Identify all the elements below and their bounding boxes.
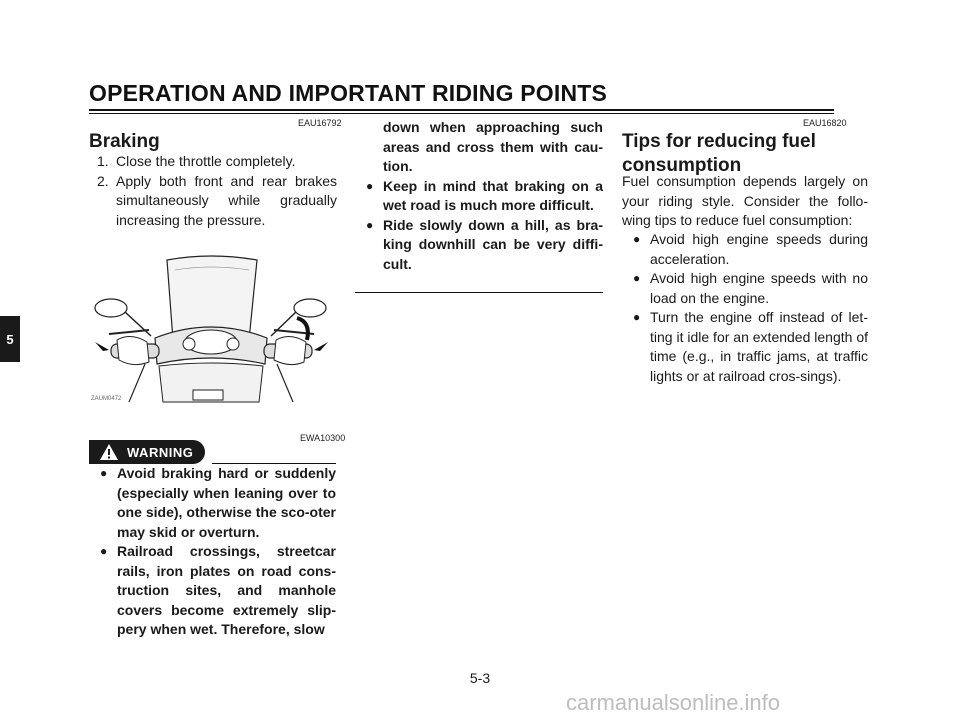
fuel-tip: [633, 308, 868, 386]
warning-label: WARNING: [127, 444, 194, 460]
bullet-text: Keep in mind that braking on a wet road is much more difficult.: [383, 177, 603, 213]
bullet-text: Ride slowly down a hill, as bra-king downhill can be very diffi-cult.: [383, 216, 603, 272]
bullet-text: Railroad crossings, streetcar rails, iron plates on road cons-truction sites, and manhole covers become extremely slip-pery when wet. Therefore, slow: [117, 543, 336, 637]
braking-steps: [97, 152, 337, 230]
fuel-intro: Fuel consumption depends largely on your riding style. Consider the follo-wing tips to reduce fuel consumption:: [622, 173, 868, 228]
warning-bullet: [355, 177, 603, 216]
bullet-icon: ●: [633, 232, 641, 246]
header-rule-thin: [89, 113, 834, 114]
step-number: 2.: [97, 172, 109, 189]
warning-triangle-icon: [99, 443, 119, 461]
fuel-heading-line-1: Tips for reducing fuel: [622, 131, 816, 152]
bullet-text: Avoid braking hard or suddenly (especially when leaning over to one side), otherwise the sco-oter may skid or overturn.: [117, 465, 336, 540]
braking-step-1: [97, 152, 337, 172]
warning-bullets: [100, 464, 336, 640]
bullet-icon: ●: [366, 178, 374, 193]
warning-code: EWA10300: [300, 433, 346, 443]
watermark: carmanualsonline.info: [566, 690, 781, 715]
step-text: Close the throttle completely.: [116, 153, 296, 169]
warning-bullet: [100, 464, 336, 542]
step-text: Apply both front and rear brakes simultaneously while gradually increasing the pressure.: [116, 172, 337, 228]
fuel-heading: [622, 130, 862, 178]
bullet-icon: ●: [633, 271, 641, 285]
continuation-text: down when approaching such areas and cross them with cau-tion.: [383, 119, 603, 174]
bullet-icon: ●: [100, 544, 108, 558]
step-number: 1.: [97, 153, 109, 169]
warning-continuation: [355, 118, 603, 274]
bullet-icon: ●: [633, 310, 641, 324]
bullet-text: Turn the engine off instead of let-ting it idle for an extended length of time (e.g., in traffic jams, at traffic lights or at railroad cros-sings).: [650, 309, 868, 384]
fuel-tip: [633, 230, 868, 269]
header-rule: [89, 109, 834, 111]
bullet-icon: ●: [100, 466, 108, 480]
figure-code: ZAUM0472: [91, 396, 122, 402]
scooter-handlebar-illustration: [89, 252, 334, 404]
fuel-heading-line-2: consumption: [622, 155, 742, 176]
braking-code: EAU16792: [298, 118, 342, 128]
fuel-code: EAU16820: [803, 118, 847, 128]
bullet-icon: ●: [366, 217, 374, 232]
warning-badge: [89, 440, 205, 464]
page-number: 5-3: [469, 670, 491, 686]
warning-bullet: [100, 542, 336, 640]
warning-end-rule: [355, 292, 603, 293]
fuel-tips: [633, 230, 868, 386]
fuel-tip: [633, 269, 868, 308]
bullet-text: Avoid high engine speeds with no load on the engine.: [650, 270, 868, 306]
bullet-text: Avoid high engine speeds during acceleration.: [650, 231, 868, 267]
page-header-title: OPERATION AND IMPORTANT RIDING POINTS: [89, 80, 608, 106]
braking-step-2: [97, 172, 337, 231]
chapter-tab[interactable]: 5: [0, 316, 20, 362]
warning-bullet: [355, 216, 603, 275]
braking-heading: Braking: [89, 131, 160, 152]
